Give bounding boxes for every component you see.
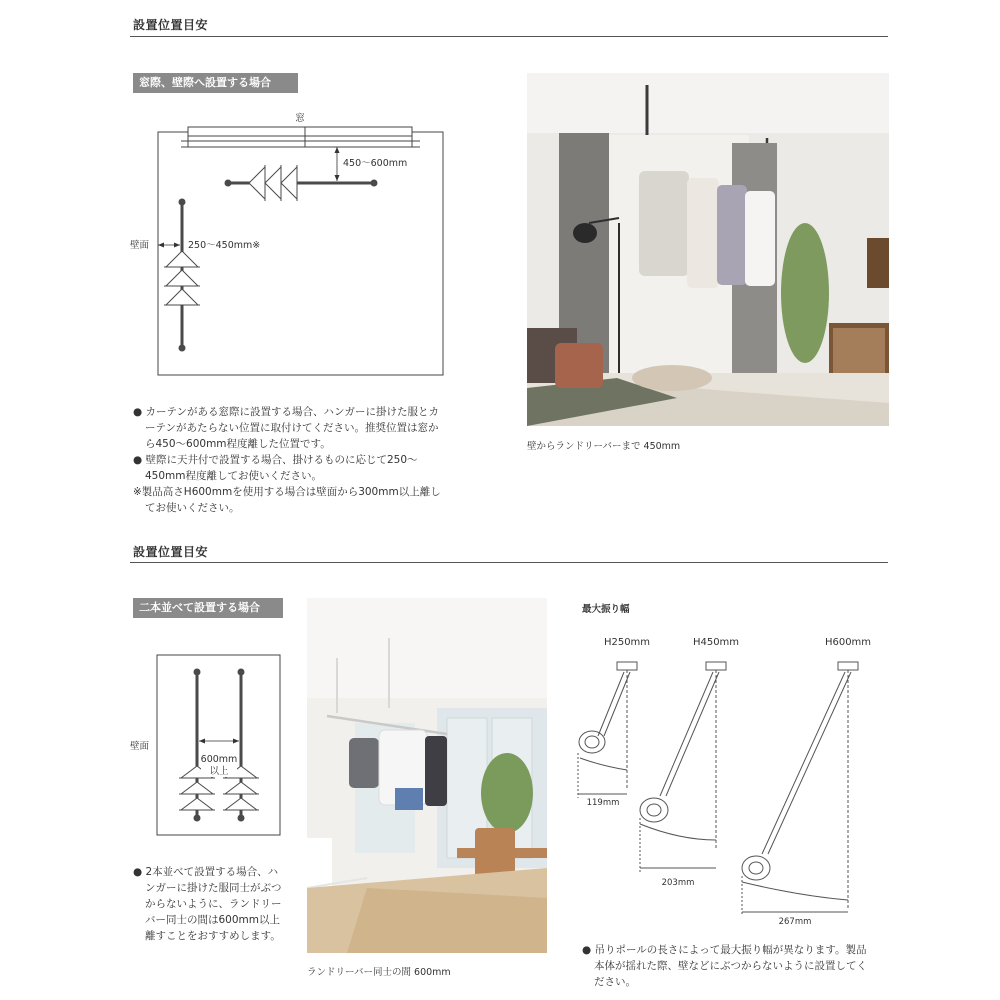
wall-distance-arrow (158, 243, 180, 248)
ring-h450 (640, 798, 668, 822)
section-title-bottom: 設置位置目安 (133, 545, 209, 559)
notes-top (133, 404, 448, 516)
photo-living-two-bars (307, 598, 547, 953)
diagram-two-bars (125, 650, 285, 840)
wall-label: 壁面 (130, 741, 150, 752)
window-distance-arrow (335, 147, 340, 181)
gap-arrow (199, 739, 239, 744)
window-distance-label: 450〜600mm (343, 158, 408, 169)
photo-caption-top: 壁からランドリーバーまで 450mm (527, 441, 681, 452)
wall-label: 壁面 (130, 240, 150, 251)
diagram-max-swing (570, 628, 890, 933)
tag-window-wall: 窓際、壁際へ設置する場合 (133, 73, 298, 93)
note-bullet-2: ● 壁際に天井付で設置する場合、掛けるものに応じて250〜450mm程度離してお使いください。 (133, 454, 418, 482)
swing-title: 最大振り幅 (582, 604, 630, 615)
label-h600: H600mm (824, 637, 872, 648)
section-title-top: 設置位置目安 (133, 18, 209, 32)
gap-label-line1: 600mm (200, 754, 238, 765)
width-h600: 267mm (778, 917, 812, 927)
note-swing: ● 吊りポールの長さによって最大振り幅が異なります。製品本体が揺れた際、壁などにぶつからないように設置してください。 (582, 944, 867, 988)
wall-distance-label: 250〜450mm※ (188, 240, 261, 251)
photo-bedroom-laundry-bar (527, 73, 889, 426)
window-label: 窓 (295, 113, 305, 124)
laundry-bar-left (179, 669, 215, 822)
photo-caption-bottom: ランドリーバー同士の間 600mm (307, 967, 451, 978)
section-divider-top (130, 36, 888, 37)
label-h450: H450mm (692, 637, 740, 648)
laundry-bar-vertical (164, 199, 200, 352)
width-h250: 119mm (586, 798, 620, 808)
section-divider-bottom (130, 562, 888, 563)
ring-h600 (742, 856, 770, 880)
room-outline (157, 655, 280, 835)
mount-h600 (838, 662, 858, 670)
laundry-bar-horizontal (225, 165, 378, 201)
diagram-window-wall (125, 105, 455, 380)
label-h250: H250mm (603, 637, 651, 648)
note-asterisk: ※製品高さH600mmを使用する場合は壁面から300mm以上離してお使いください。 (133, 486, 441, 514)
ring-h250 (579, 731, 605, 753)
note-bullet-1: ● カーテンがある窓際に設置する場合、ハンガーに掛けた服とカーテンがあたらない位置に取付けてください。推奨位置は窓から450〜600mm程度離した位置です。 (133, 406, 439, 450)
laundry-bar-right (223, 669, 259, 822)
gap-label-line2: 以上 (209, 766, 229, 777)
mount-h450 (706, 662, 726, 670)
width-h450: 203mm (661, 878, 695, 888)
mount-h250 (617, 662, 637, 670)
window-icon (181, 127, 420, 147)
tag-two-bars: 二本並べて設置する場合 (133, 598, 283, 618)
note-two-bars: ● 2本並べて設置する場合、ハンガーに掛けた服同士がぶつからないように、ランドリーバー同士の間は600mm以上離すことをおすすめします。 (133, 866, 282, 942)
